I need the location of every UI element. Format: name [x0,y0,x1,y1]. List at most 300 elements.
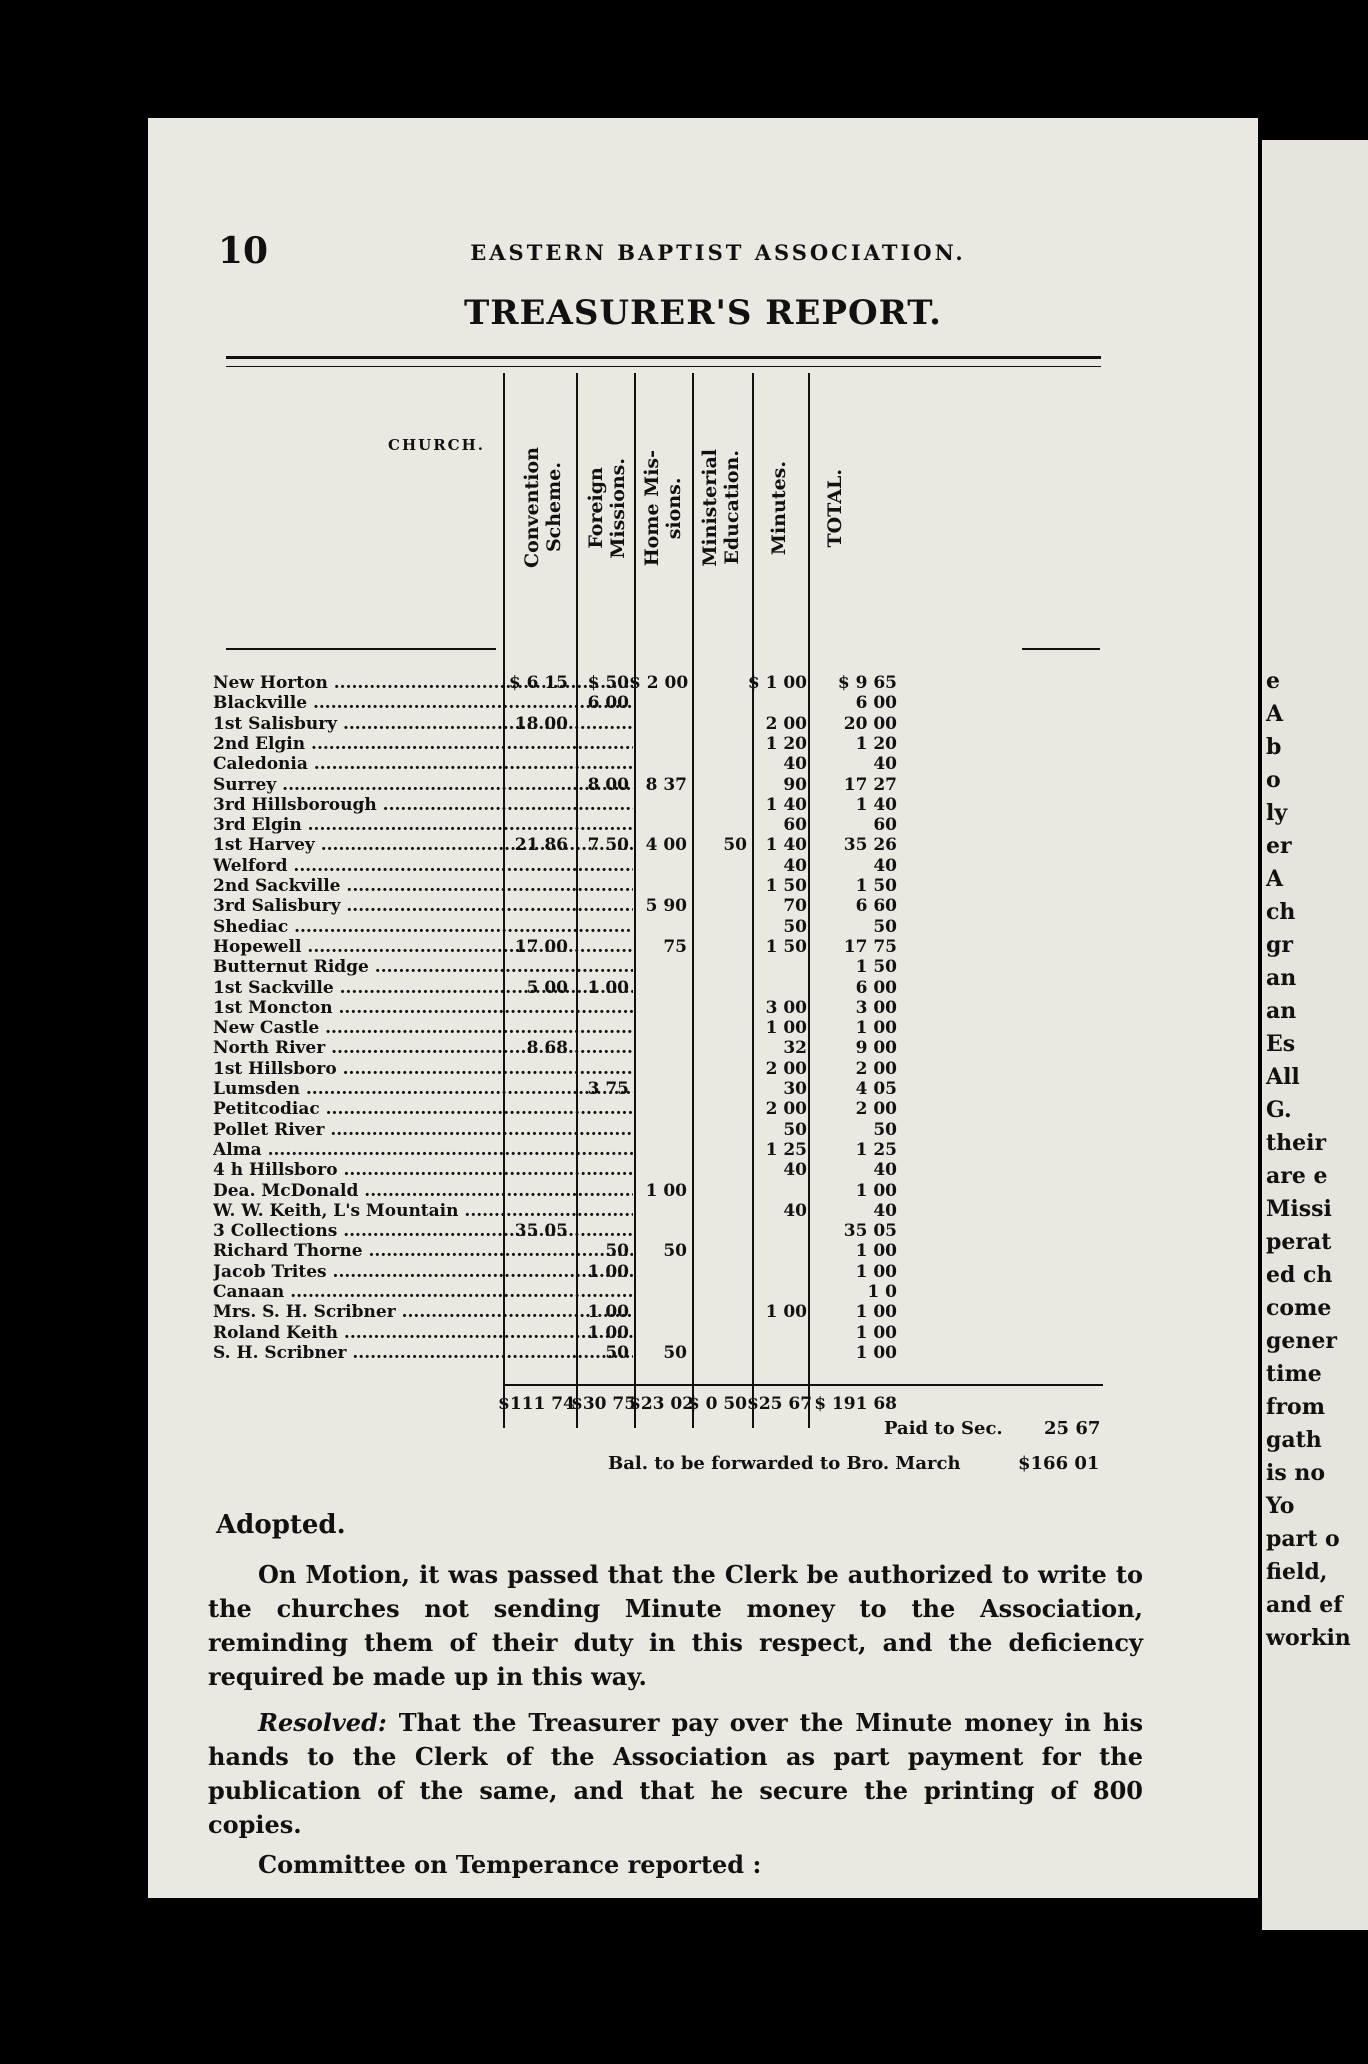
cell-minist [687,1302,747,1323]
cell-minutes: 40 [783,1200,807,1221]
church-name: 1st Harvey ..... [213,835,633,856]
cell-foreign: 50 [605,1241,629,1262]
cell-minutes [747,1343,807,1364]
cell-minist [687,693,747,714]
cell-total: 6 00 [855,693,897,714]
cell-minist [687,1099,747,1120]
cell-total: 3 00 [855,997,897,1018]
minutes-column-header: Minutes. [768,460,790,556]
cell-minutes: 40 [783,754,807,775]
cell-minist [687,1241,747,1262]
cell-total: 60 [873,815,897,836]
cell-home [629,1221,687,1242]
cell-minutes: 1 40 [765,835,807,856]
cell-total: 1 00 [855,1180,897,1201]
cell-conv: 8 68 [526,1038,568,1059]
cell-conv [498,754,568,775]
cell-foreign [571,1221,629,1242]
cell-total: 1 00 [855,1018,897,1039]
cell-total: 40 [873,1200,897,1221]
grand-total: $ 191 68 [814,1394,897,1414]
church-name: 1st Moncton ..... [213,998,633,1019]
cell-minutes: 1 00 [765,1018,807,1039]
cell-foreign [571,896,629,917]
cell-home: 8 37 [645,774,687,795]
cell-minist [687,1221,747,1242]
cell-home [629,1160,687,1181]
cell-minutes: 60 [783,815,807,836]
cell-conv [498,1181,568,1202]
cell-minist [687,1160,747,1181]
temperance-paragraph: Committee on Temperance reported : [258,1850,762,1879]
church-name: Surrey ..... [213,775,633,796]
church-name: Shediac ..... [213,917,633,938]
cell-minist [687,896,747,917]
cell-foreign [571,734,629,755]
cell-conv [498,1140,568,1161]
church-column-header: CHURCH. [388,436,485,454]
cell-conv [498,1018,568,1039]
cell-home [629,1099,687,1120]
cell-foreign [571,1059,629,1080]
church-name: 3rd Hillsborough ..... [213,795,633,816]
fragment-line: Es [1266,1031,1296,1057]
church-name: 1st Hillsboro ..... [213,1059,633,1080]
cell-total: 35 05 [843,1221,897,1242]
cell-conv [498,1302,568,1323]
church-name: Lumsden ..... [213,1079,633,1100]
total-foreign: $30 75 [571,1394,637,1414]
cell-minist [687,998,747,1019]
cell-minutes: 50 [783,916,807,937]
church-name: 2nd Elgin ..... [213,734,633,755]
church-name: Alma ..... [213,1140,633,1161]
cell-total: 35 26 [843,835,897,856]
cell-foreign: 7 50 [587,835,629,856]
cell-conv [498,815,568,836]
total-minutes: $25 67 [747,1394,813,1414]
cell-home [629,1140,687,1161]
running-head [218,230,1218,270]
cell-total: 1 0 [867,1282,897,1302]
cell-minist [687,815,747,836]
cell-minutes: 90 [783,774,807,795]
cell-total: 40 [873,1160,897,1181]
fragment-line: Yo [1266,1493,1295,1519]
cell-conv [498,693,568,714]
cell-total: 6 00 [855,977,897,998]
paid-to-sec-value: 25 67 [1044,1418,1101,1439]
cell-foreign [571,876,629,897]
cell-conv: 5 00 [526,977,568,998]
cell-home: $ 2 00 [629,673,689,693]
cell-home [629,815,687,836]
cell-minutes: 40 [783,1160,807,1181]
church-name: Butternut Ridge ..... [213,957,633,978]
cell-home [629,876,687,897]
cell-total: 4 05 [855,1079,897,1099]
cell-home [629,1059,687,1080]
top-rule-thin [226,366,1101,367]
cell-minutes [747,1221,807,1242]
cell-conv [498,1201,568,1222]
fragment-line: time [1266,1361,1322,1387]
cell-foreign [571,856,629,877]
cell-total: $ 9 65 [837,673,897,693]
cell-conv [498,856,568,877]
cell-minist [687,734,747,755]
balance-value: $166 01 [1018,1453,1100,1474]
adopted-text: Adopted. [216,1510,346,1540]
cell-foreign: 3 75 [587,1079,629,1099]
fragment-line: their [1266,1130,1327,1156]
ministerial-column-header: Ministerial Education. [699,449,743,567]
cell-foreign [571,1018,629,1039]
resolved-text: That the Treasurer pay over the Minute money in his hands to the Clerk of the Association as part payment for the publication of the same, and that he secure the printing of 800 copies. [208,1708,1143,1839]
fragment-line: an [1266,998,1297,1024]
cell-conv: 17 00 [514,936,568,957]
church-name: W. W. Keith, L's Mountain ..... [213,1201,633,1222]
cell-minutes: 1 40 [765,794,807,815]
church-name: Petitcodiac ..... [213,1099,633,1120]
cell-home [629,1038,687,1059]
cell-conv [498,1099,568,1120]
cell-minutes [747,1262,807,1283]
cell-minist [687,957,747,978]
cell-minutes: 70 [783,896,807,917]
cell-home [629,978,687,999]
cell-minutes [747,957,807,978]
fragment-line: from [1266,1394,1326,1420]
cell-total: 1 50 [855,876,897,896]
cell-minist [687,856,747,877]
cell-minutes: 1 50 [765,876,807,896]
cell-minist [687,714,747,735]
cell-foreign: 50 [605,1342,629,1363]
cell-foreign: 1 00 [587,1322,629,1343]
fragment-line: come [1266,1295,1332,1321]
cell-minutes: $ 1 00 [747,673,807,693]
cell-home: 50 [663,1342,687,1363]
cell-foreign [571,714,629,735]
church-name: 1st Salisbury ..... [213,714,633,735]
cell-minist [687,978,747,999]
resolved-lead: Resolved: [258,1708,387,1737]
cell-foreign [571,754,629,775]
church-name: New Horton ..... [213,673,633,694]
cell-total: 1 25 [855,1139,897,1160]
cell-conv [498,1282,568,1303]
fragment-line: ed ch [1266,1262,1333,1288]
church-name: Roland Keith ..... [213,1323,633,1344]
fragment-line: A [1266,701,1284,727]
cell-minutes: 30 [783,1079,807,1099]
fragment-line: ly [1266,800,1288,826]
fragment-line: e [1266,668,1280,694]
cell-foreign: 1 00 [587,1261,629,1282]
cell-total: 1 50 [855,957,897,978]
fragment-line: G. [1266,1097,1292,1123]
total-header-underline [1022,648,1100,650]
cell-conv [498,1120,568,1141]
cell-conv [498,1059,568,1080]
cell-conv [498,775,568,796]
cell-minutes: 1 50 [765,936,807,957]
page-number: 10 [218,230,269,272]
cell-minist [687,937,747,958]
cell-conv [498,998,568,1019]
cell-foreign: 6 00 [587,693,629,714]
cell-minist [687,1120,747,1141]
cell-minutes: 32 [783,1038,807,1059]
cell-minist [687,1201,747,1222]
cell-conv [498,957,568,978]
fragment-line: are e [1266,1163,1328,1189]
fragment-line: gath [1266,1427,1322,1453]
cell-conv [498,1079,568,1100]
cell-total: 17 27 [843,774,897,795]
cell-home [629,795,687,816]
cell-total: 17 75 [843,936,897,957]
fragment-line: is no [1266,1460,1326,1486]
cell-minutes [747,693,807,714]
cell-total: 1 00 [855,1322,897,1343]
home-column-header: Home Mis- sions. [641,449,685,567]
cell-minist [687,1140,747,1161]
cell-home [629,693,687,714]
fragment-line: b [1266,734,1282,760]
cell-foreign [571,1181,629,1202]
fragment-line: A [1266,866,1284,892]
cell-minist [687,1181,747,1202]
motion-paragraph: On Motion, it was passed that the Clerk be authorized to write to the churches not sending Minute money to the Association, reminding them of their duty in this respect, and the deficiency required be made up in this way. [208,1560,1143,1691]
cell-conv [498,917,568,938]
cell-minist [687,1282,747,1303]
cell-minist [687,876,747,897]
church-name: S. H. Scribner ..... [213,1343,633,1364]
cell-conv [498,1262,568,1283]
cell-home [629,1201,687,1222]
paid-to-sec-label: Paid to Sec. [884,1418,1003,1439]
cell-foreign: 1 00 [587,1302,629,1323]
cell-minutes: 2 00 [765,713,807,734]
cell-conv: 21 86 [514,835,568,856]
cell-minutes: 1 20 [765,733,807,754]
cell-minist [687,1059,747,1080]
cell-home [629,754,687,775]
fragment-line: part o [1266,1526,1340,1552]
cell-foreign [571,998,629,1019]
cell-minist [687,1018,747,1039]
cell-total: 1 00 [855,1342,897,1363]
cell-total: 6 60 [855,896,897,917]
cell-minutes: 3 00 [765,997,807,1018]
total-ministerial: $ 0 50 [687,1394,747,1414]
cell-minutes [747,1282,807,1303]
cell-total: 1 40 [855,794,897,815]
cell-foreign: 1 00 [587,977,629,998]
cell-minist [687,775,747,796]
cell-minist [687,1343,747,1364]
cell-conv [498,734,568,755]
cell-minist [687,917,747,938]
church-name: 3 Collections ..... [213,1221,633,1242]
cell-minutes [747,1241,807,1262]
fragment-line: gr [1266,932,1293,958]
cell-foreign [571,917,629,938]
cell-minist [687,1038,747,1059]
cell-total: 9 00 [855,1038,897,1059]
cell-conv [498,876,568,897]
cell-minist [687,754,747,775]
cell-total: 50 [873,916,897,937]
cell-minutes [747,1181,807,1202]
cell-minutes: 1 00 [765,1302,807,1323]
church-name: Pollet River ..... [213,1120,633,1141]
cell-home: 50 [663,1241,687,1262]
cell-foreign: $ 50 [587,673,629,693]
fragment-line: and ef [1266,1592,1343,1618]
cell-minutes: 2 00 [765,1099,807,1120]
top-rule [226,356,1101,359]
fragment-line: an [1266,965,1297,991]
cell-minutes: 40 [783,855,807,876]
cell-total: 2 00 [855,1099,897,1120]
cell-minutes: 1 25 [765,1139,807,1160]
fragment-line: gener [1266,1328,1337,1354]
cell-foreign [571,815,629,836]
cell-minist [687,795,747,816]
cell-home [629,1282,687,1303]
cell-home [629,734,687,755]
cell-foreign [571,1201,629,1222]
totals-rule [503,1384,1103,1386]
total-column-header: TOTAL. [824,468,846,548]
fragment-line: er [1266,833,1292,859]
cell-home [629,1079,687,1100]
cell-home: 75 [663,936,687,957]
church-name: Welford ..... [213,856,633,877]
cell-conv [498,1241,568,1262]
header-underline [226,648,496,650]
balance-label: Bal. to be forwarded to Bro. March [608,1453,961,1474]
church-name: Hopewell ..... [213,937,633,958]
cell-minist [687,1323,747,1344]
church-name: Dea. McDonald ..... [213,1181,633,1202]
church-name: Jacob Trites ..... [213,1262,633,1283]
cell-foreign [571,795,629,816]
cell-foreign [571,1120,629,1141]
cell-home [629,1018,687,1039]
cell-conv [498,795,568,816]
adjacent-page-fragment [1262,140,1368,1930]
cell-home [629,1302,687,1323]
cell-home [629,917,687,938]
total-convention: $111 74 [498,1394,575,1414]
resolved-paragraph [208,1706,1143,1842]
book-page [148,118,1258,1898]
church-name: 3rd Elgin ..... [213,815,633,836]
cell-foreign [571,1282,629,1303]
church-name: Caledonia ..... [213,754,633,775]
cell-home: 5 90 [645,896,687,917]
cell-minist [687,673,747,694]
fragment-line: perat [1266,1229,1332,1255]
cell-foreign [571,1038,629,1059]
church-name: Canaan ..... [213,1282,633,1303]
cell-minist: 50 [723,835,747,856]
cell-minutes: 2 00 [765,1058,807,1079]
cell-conv [498,1160,568,1181]
cell-total: 50 [873,1119,897,1140]
church-name: 3rd Salisbury ..... [213,896,633,917]
fragment-line: All [1266,1064,1300,1090]
cell-foreign [571,1140,629,1161]
cell-foreign [571,1160,629,1181]
church-name: 2nd Sackville ..... [213,876,633,897]
total-home: $23 02 [629,1394,695,1414]
cell-home [629,998,687,1019]
cell-home [629,1120,687,1141]
cell-home [629,856,687,877]
fragment-line: o [1266,767,1281,793]
cell-total: 40 [873,855,897,876]
church-name: Blackville ..... [213,693,633,714]
church-name: New Castle ..... [213,1018,633,1039]
cell-minutes [747,1323,807,1344]
church-name: Richard Thorne ..... [213,1241,633,1262]
cell-home: 1 00 [645,1180,687,1201]
church-name: North River ..... [213,1038,633,1059]
cell-home [629,957,687,978]
church-name: 4 h Hillsboro ..... [213,1160,633,1181]
cell-foreign [571,1099,629,1120]
fragment-line: Missi [1266,1196,1332,1222]
cell-total: 20 00 [843,713,897,734]
cell-home [629,1262,687,1283]
cell-minutes: 50 [783,1119,807,1140]
cell-minist [687,1262,747,1283]
cell-total: 1 00 [855,1241,897,1262]
report-title: TREASURER'S REPORT. [463,293,943,333]
church-name: 1st Sackville ..... [213,978,633,999]
fragment-line: ch [1266,899,1296,925]
cell-conv: 35 05 [514,1221,568,1242]
cell-minutes [747,978,807,999]
cell-total: 1 00 [855,1261,897,1282]
church-name: Mrs. S. H. Scribner ..... [213,1302,633,1323]
cell-home [629,714,687,735]
convention-column-header: Convention Scheme. [521,447,565,569]
cell-home [629,1323,687,1344]
cell-foreign: 8 00 [587,774,629,795]
fragment-line: workin [1266,1625,1351,1651]
cell-minist [687,1079,747,1100]
cell-conv: $ 6 15 [508,673,568,693]
cell-foreign [571,937,629,958]
cell-total: 1 00 [855,1302,897,1323]
cell-total: 40 [873,754,897,775]
cell-foreign [571,957,629,978]
foreign-column-header: Foreign Missions. [585,457,629,559]
cell-conv: 18 00 [514,713,568,734]
cell-total: 2 00 [855,1058,897,1079]
cell-home: 4 00 [645,835,687,856]
running-head-title: EASTERN BAPTIST ASSOCIATION. [470,240,966,265]
cell-conv [498,896,568,917]
cell-conv [498,1323,568,1344]
fragment-line: field, [1266,1559,1328,1585]
